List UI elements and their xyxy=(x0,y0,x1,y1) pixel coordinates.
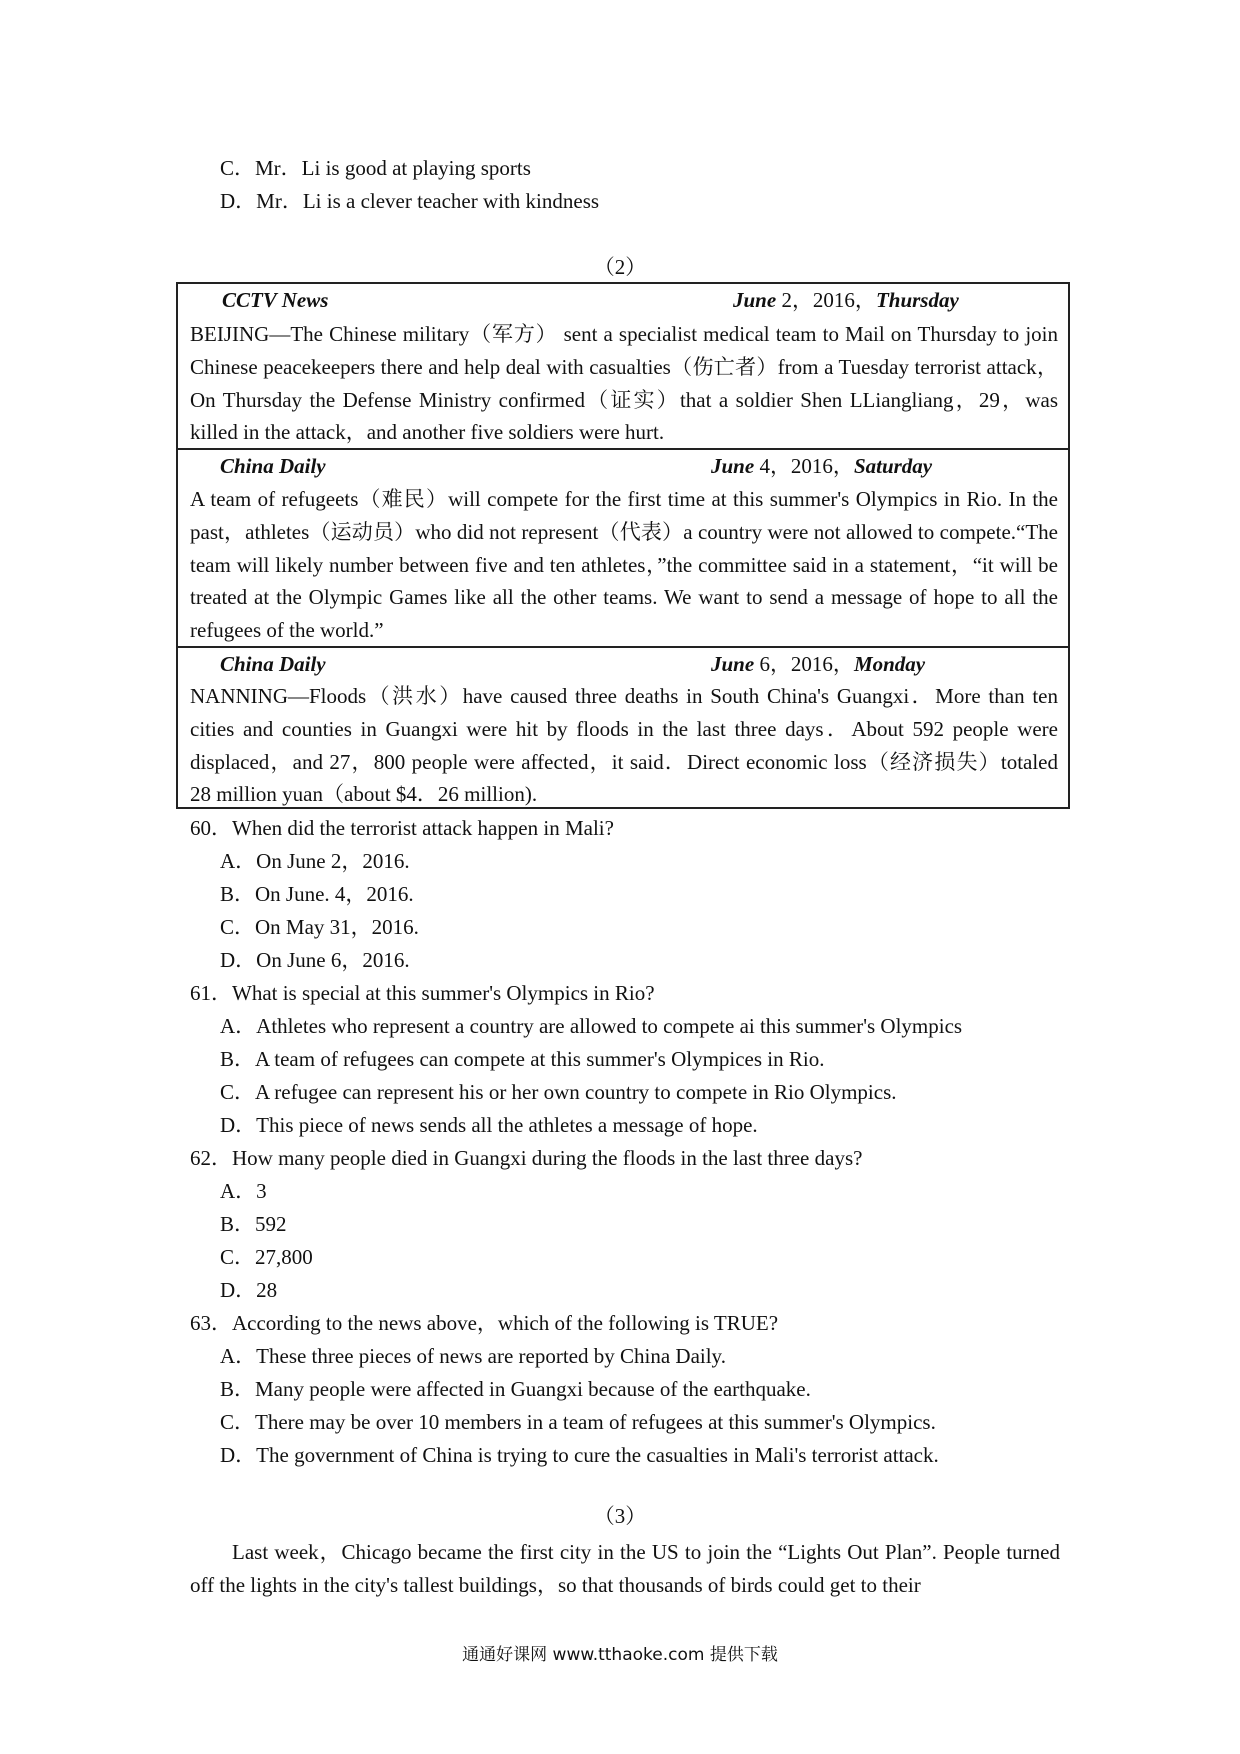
section-3-paragraph: Last week，Chicago became the first city in the US to join the “Lights Out Plan”. People turned off the lights in the city's tallest buildings，so that thousands of birds could get to their xyxy=(190,1540,1060,1597)
page-footer: 通通好课网 www.tthaoke.com 提供下载 xyxy=(462,1645,778,1665)
news-date: June 6，2016，Monday xyxy=(711,652,926,676)
section-2-label: （2） xyxy=(593,255,647,279)
question-62: 62．How many people died in Guangxi during the floods in the last three days? xyxy=(190,1146,863,1170)
news-source: CCTV News xyxy=(222,288,329,312)
question-60: 60．When did the terrorist attack happen in Mali? xyxy=(190,816,614,840)
option-d: D．This piece of news sends all the athletes a message of hope. xyxy=(220,1113,758,1137)
question-61: 61．What is special at this summer's Olympics in Rio? xyxy=(190,981,655,1005)
option-b: B．A team of refugees can compete at this summer's Olympices in Rio. xyxy=(220,1047,825,1071)
news-table xyxy=(176,282,1070,809)
news-body-cctv: BEIJING—The Chinese military（军方） sent a specialist medical team to Mail on Thursday to join Chinese peacekeepers there and help deal with casualties（伤亡者）from a Tuesday terrorist attack，On Thursday the Defense Ministry confirmed（证实）that a soldier Shen LLiangliang，29，was killed in the attack，and another five soldiers were hurt. xyxy=(190,322,1058,445)
option-a: A．3 xyxy=(220,1179,267,1203)
option-d: D．The government of China is trying to cure the casualties in Mali's terrorist attack. xyxy=(220,1443,939,1467)
news-body-china-daily-2: NANNING—Floods（洪水）have caused three deaths in South China's Guangxi．More than ten cities and counties in Guangxi were hit by floods in the last three days．About 592 people were displaced，and 27，800 people were affected，it said．Direct economic loss（经济损失）totaled 28 million yuan（about $4．26 million). xyxy=(190,684,1058,807)
option-b: B．Many people were affected in Guangxi because of the earthquake. xyxy=(220,1377,811,1401)
news-date: June 4，2016，Saturday xyxy=(711,454,933,478)
news-header-china-daily-1 xyxy=(178,450,1068,482)
option-a: A．On June 2，2016. xyxy=(220,849,410,873)
option-c: C．A refugee can represent his or her own country to compete in Rio Olympics. xyxy=(220,1080,897,1104)
option-b: B．On June. 4，2016. xyxy=(220,882,414,906)
news-source: China Daily xyxy=(220,652,326,676)
option-c-previous: C．Mr．Li is good at playing sports xyxy=(220,156,531,180)
option-a: A．These three pieces of news are reported by China Daily. xyxy=(220,1344,726,1368)
news-source: China Daily xyxy=(220,454,326,478)
option-a: A．Athletes who represent a country are allowed to compete ai this summer's Olympics xyxy=(220,1014,963,1038)
option-c: C．There may be over 10 members in a team of refugees at this summer's Olympics. xyxy=(220,1410,936,1434)
option-c: C．27,800 xyxy=(220,1245,313,1269)
news-body-china-daily-1: A team of refugeets（难民）will compete for the first time at this summer's Olympics in Rio. In the past，athletes（运动员）who did not represent（代表）a country were not allowed to compete.“The team will likely number between five and ten athletes，”the committee said in a statement，“it will be treated at the Olympic Games like all the other teams. We want to send a message of hope to all the refugees of the world.” xyxy=(190,487,1058,643)
option-b: B．592 xyxy=(220,1212,287,1236)
option-d-previous: D．Mr．Li is a clever teacher with kindness xyxy=(220,189,600,213)
option-d: D．On June 6，2016. xyxy=(220,948,410,972)
news-header-china-daily-2 xyxy=(178,648,1068,680)
option-c: C．On May 31，2016. xyxy=(220,915,419,939)
news-header-cctv xyxy=(178,284,1068,316)
news-date: June 2，2016，Thursday xyxy=(733,288,959,312)
section-3-label: （3） xyxy=(593,1504,647,1528)
option-d: D．28 xyxy=(220,1278,278,1302)
question-63: 63．According to the news above，which of the following is TRUE? xyxy=(190,1311,779,1335)
